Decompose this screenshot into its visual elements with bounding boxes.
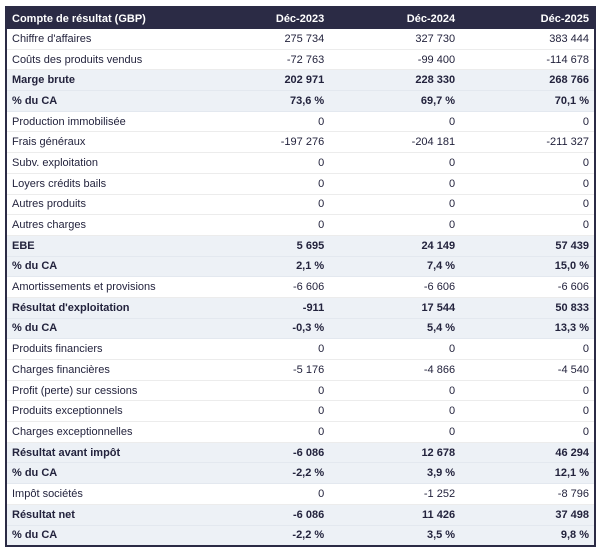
row-value: -204 181 — [332, 132, 463, 153]
table-row — [7, 173, 594, 194]
row-value: 0 — [201, 401, 332, 422]
row-label: EBE — [7, 235, 201, 256]
row-value: 15,0 % — [463, 256, 594, 277]
row-label: Produits financiers — [7, 339, 201, 360]
table-row — [7, 297, 594, 318]
row-value: 0 — [332, 173, 463, 194]
row-value: -8 796 — [463, 484, 594, 505]
column-header-dec-2023: Déc-2023 — [201, 8, 332, 29]
row-value: 50 833 — [463, 297, 594, 318]
row-label: % du CA — [7, 256, 201, 277]
row-value: 0 — [332, 153, 463, 174]
row-value: -4 540 — [463, 360, 594, 381]
row-label: Coûts des produits vendus — [7, 49, 201, 70]
row-label: Frais généraux — [7, 132, 201, 153]
row-value: 0 — [201, 194, 332, 215]
row-value: 9,8 % — [463, 525, 594, 545]
row-value: -2,2 % — [201, 463, 332, 484]
row-label: Profit (perte) sur cessions — [7, 380, 201, 401]
row-value: 0 — [201, 380, 332, 401]
row-value: 0 — [463, 173, 594, 194]
table-body — [7, 29, 594, 545]
row-value: 0 — [332, 111, 463, 132]
row-label: Impôt sociétés — [7, 484, 201, 505]
table-row — [7, 70, 594, 91]
row-label: Autres charges — [7, 215, 201, 236]
table-row — [7, 422, 594, 443]
row-label: Résultat d'exploitation — [7, 297, 201, 318]
row-value: 0 — [201, 215, 332, 236]
row-label: Marge brute — [7, 70, 201, 91]
row-value: 3,5 % — [332, 525, 463, 545]
row-value: -2,2 % — [201, 525, 332, 545]
row-value: 0 — [463, 380, 594, 401]
row-label: % du CA — [7, 91, 201, 112]
table-row — [7, 111, 594, 132]
table-row — [7, 49, 594, 70]
table-row — [7, 442, 594, 463]
row-label: Résultat net — [7, 504, 201, 525]
row-value: 11 426 — [332, 504, 463, 525]
row-value: 12,1 % — [463, 463, 594, 484]
row-label: % du CA — [7, 318, 201, 339]
row-value: 0 — [463, 153, 594, 174]
row-value: 37 498 — [463, 504, 594, 525]
row-value: -99 400 — [332, 49, 463, 70]
row-value: 0 — [201, 153, 332, 174]
row-value: 0 — [463, 339, 594, 360]
row-value: 0 — [201, 339, 332, 360]
row-value: 228 330 — [332, 70, 463, 91]
table-row — [7, 132, 594, 153]
table-row — [7, 504, 594, 525]
row-value: -114 678 — [463, 49, 594, 70]
table-row — [7, 525, 594, 545]
table-row — [7, 29, 594, 49]
row-label: Loyers crédits bails — [7, 173, 201, 194]
column-header-dec-2025: Déc-2025 — [463, 8, 594, 29]
table-row — [7, 256, 594, 277]
row-value: 0 — [463, 215, 594, 236]
row-value: 327 730 — [332, 29, 463, 49]
row-value: 2,1 % — [201, 256, 332, 277]
row-value: 5 695 — [201, 235, 332, 256]
row-value: 7,4 % — [332, 256, 463, 277]
row-value: 5,4 % — [332, 318, 463, 339]
row-value: 69,7 % — [332, 91, 463, 112]
row-label: Production immobilisée — [7, 111, 201, 132]
row-value: 3,9 % — [332, 463, 463, 484]
row-value: -6 606 — [201, 277, 332, 298]
row-label: Amortissements et provisions — [7, 277, 201, 298]
row-value: 0 — [332, 339, 463, 360]
column-header-dec-2024: Déc-2024 — [332, 8, 463, 29]
row-label: Chiffre d'affaires — [7, 29, 201, 49]
row-value: 0 — [332, 422, 463, 443]
row-value: -6 606 — [332, 277, 463, 298]
row-value: 13,3 % — [463, 318, 594, 339]
row-value: 17 544 — [332, 297, 463, 318]
row-value: 383 444 — [463, 29, 594, 49]
table-row — [7, 401, 594, 422]
table-row — [7, 360, 594, 381]
row-value: -1 252 — [332, 484, 463, 505]
row-value: -0,3 % — [201, 318, 332, 339]
row-value: 73,6 % — [201, 91, 332, 112]
table-row — [7, 318, 594, 339]
table-row — [7, 215, 594, 236]
row-value: 0 — [463, 401, 594, 422]
row-label: Subv. exploitation — [7, 153, 201, 174]
income-statement-panel — [5, 6, 596, 547]
row-value: -911 — [201, 297, 332, 318]
row-value: 0 — [332, 215, 463, 236]
row-value: 0 — [463, 194, 594, 215]
table-row — [7, 91, 594, 112]
table-row — [7, 194, 594, 215]
row-value: 0 — [201, 422, 332, 443]
table-row — [7, 380, 594, 401]
row-label: Produits exceptionnels — [7, 401, 201, 422]
table-header-row — [7, 8, 594, 29]
table-header-title: Compte de résultat (GBP) — [7, 8, 201, 29]
income-statement-table — [7, 8, 594, 545]
row-value: 275 734 — [201, 29, 332, 49]
row-value: -72 763 — [201, 49, 332, 70]
row-value: 12 678 — [332, 442, 463, 463]
row-value: 0 — [332, 380, 463, 401]
row-value: 0 — [201, 111, 332, 132]
row-value: -211 327 — [463, 132, 594, 153]
table-row — [7, 153, 594, 174]
row-value: 0 — [201, 173, 332, 194]
row-value: 57 439 — [463, 235, 594, 256]
table-row — [7, 339, 594, 360]
row-value: 0 — [463, 111, 594, 132]
row-value: 0 — [463, 422, 594, 443]
row-value: -4 866 — [332, 360, 463, 381]
row-value: 70,1 % — [463, 91, 594, 112]
table-row — [7, 277, 594, 298]
row-value: 202 971 — [201, 70, 332, 91]
row-label: Charges exceptionnelles — [7, 422, 201, 443]
row-value: -6 086 — [201, 504, 332, 525]
row-value: 268 766 — [463, 70, 594, 91]
row-value: 24 149 — [332, 235, 463, 256]
row-value: -5 176 — [201, 360, 332, 381]
row-value: 0 — [332, 194, 463, 215]
table-row — [7, 484, 594, 505]
row-value: -6 606 — [463, 277, 594, 298]
row-value: -197 276 — [201, 132, 332, 153]
row-value: -6 086 — [201, 442, 332, 463]
row-label: % du CA — [7, 525, 201, 545]
table-row — [7, 235, 594, 256]
row-value: 0 — [201, 484, 332, 505]
row-label: Charges financières — [7, 360, 201, 381]
row-label: Résultat avant impôt — [7, 442, 201, 463]
row-label: Autres produits — [7, 194, 201, 215]
row-label: % du CA — [7, 463, 201, 484]
row-value: 46 294 — [463, 442, 594, 463]
row-value: 0 — [332, 401, 463, 422]
